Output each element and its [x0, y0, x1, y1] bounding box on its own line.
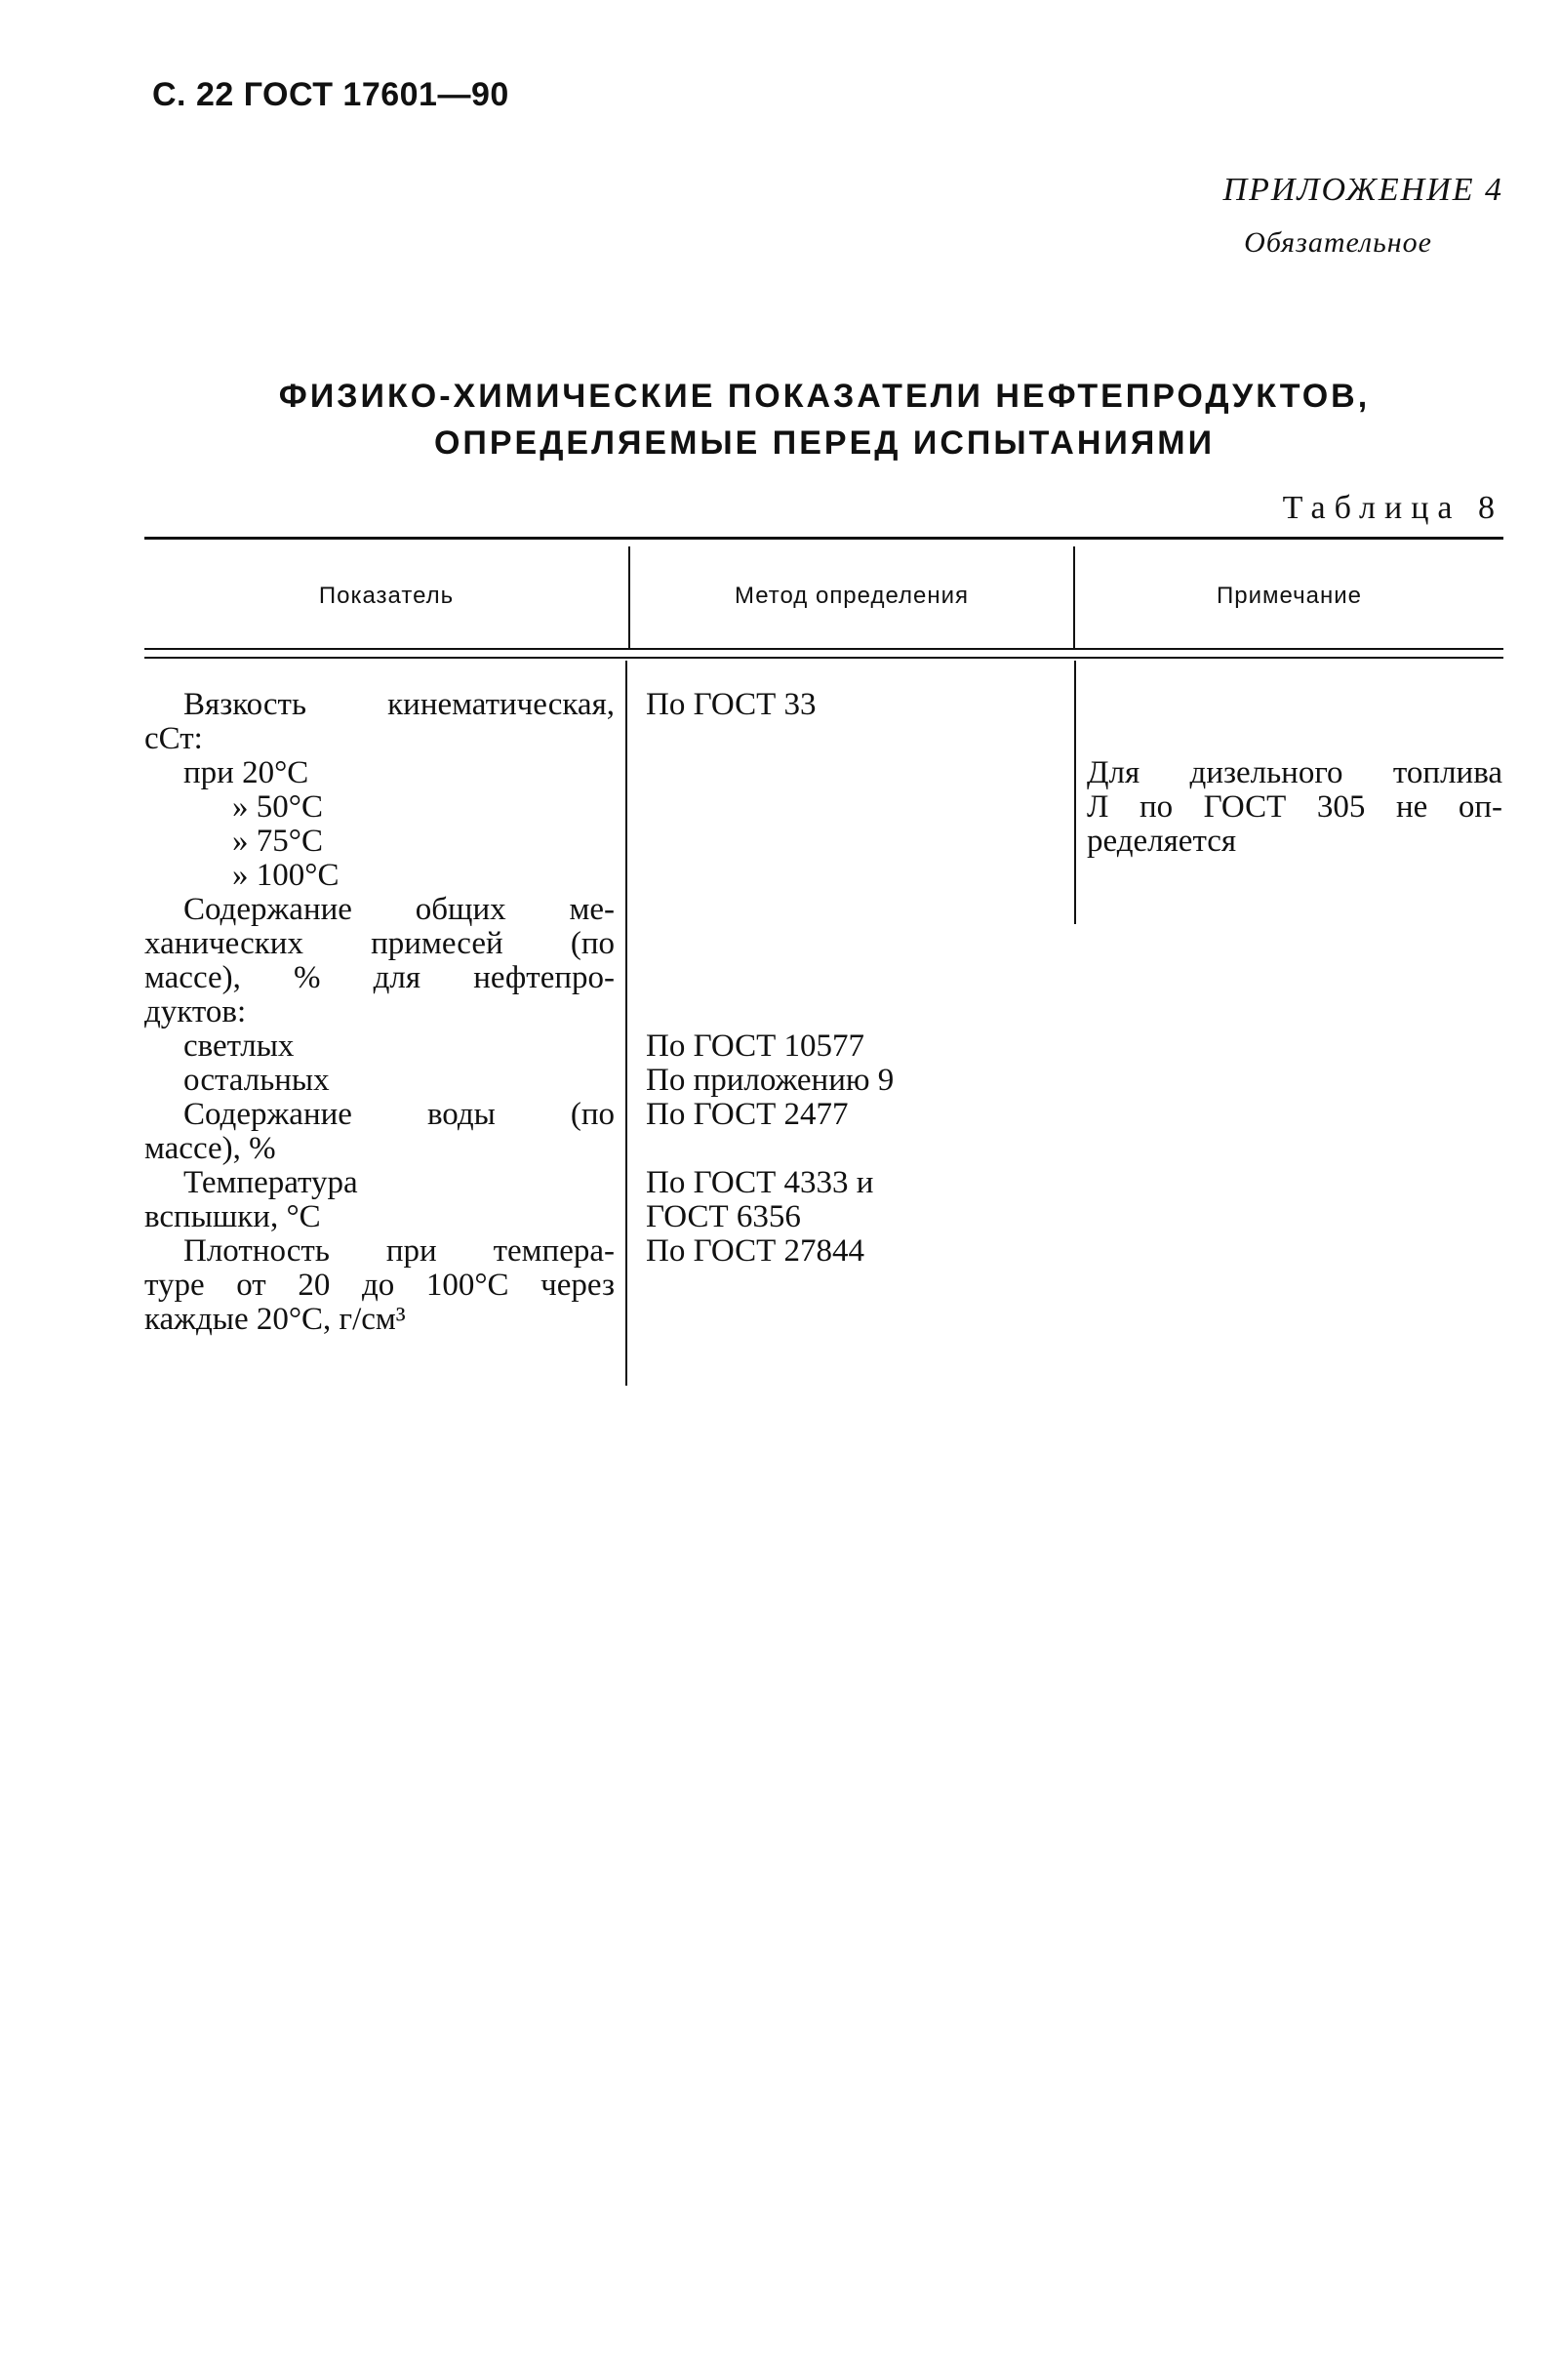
- indicator-line: Вязкость кинематическая,: [183, 687, 615, 722]
- indicator-line: при 20°С: [183, 755, 309, 790]
- method-line: [646, 722, 1065, 756]
- method-line: По ГОСТ 4333 и: [646, 1165, 874, 1200]
- method-line: По ГОСТ 33: [646, 687, 817, 722]
- indicator-line: Содержание общих ме-: [183, 892, 615, 927]
- method-line: [646, 859, 1065, 893]
- note-line: ределяется: [1087, 824, 1237, 859]
- method-line: По ГОСТ 10577: [646, 1029, 864, 1064]
- appendix-label: ПРИЛОЖЕНИЕ 4: [1222, 172, 1503, 208]
- indicator-line: Содержание воды (по: [183, 1097, 615, 1132]
- indicator-line: сСт:: [144, 721, 203, 756]
- body-divider-1: [625, 661, 627, 1386]
- table-label: Таблица 8: [1282, 490, 1503, 526]
- indicator-line: массе), %: [144, 1131, 276, 1166]
- indicator-line: дуктов:: [144, 994, 247, 1029]
- document-title-line-2: ОПРЕДЕЛЯЕМЫЕ ПЕРЕД ИСПЫТАНИЯМИ: [433, 424, 1216, 462]
- note-column: [1087, 756, 1502, 859]
- indicator-line: ханических примесей (по: [144, 926, 615, 961]
- method-line: ГОСТ 6356: [646, 1199, 801, 1234]
- body-divider-2: [1074, 661, 1076, 924]
- indicator-line: массе), % для нефтепро-: [144, 960, 615, 995]
- indicator-line: » 75°С: [232, 824, 323, 859]
- method-line: [646, 825, 1065, 859]
- document-title: [146, 373, 1502, 466]
- indicator-line: светлых: [183, 1029, 295, 1064]
- method-line: [646, 927, 1065, 961]
- indicator-line: » 50°С: [232, 789, 323, 825]
- appendix-status: Обязательное: [1244, 226, 1432, 259]
- indicator-column: [144, 688, 615, 1337]
- indicator-line: вспышки, °С: [144, 1199, 321, 1234]
- method-line: По приложению 9: [646, 1063, 895, 1098]
- document-title-line-1: ФИЗИКО-ХИМИЧЕСКИЕ ПОКАЗАТЕЛИ НЕФТЕПРОДУКТОВ,: [278, 378, 1371, 415]
- column-header-method: Метод определения: [734, 583, 970, 609]
- note-line: Для дизельного топлива: [1087, 755, 1502, 790]
- method-line: [646, 1132, 1065, 1166]
- column-header-note: Примечание: [1217, 583, 1362, 609]
- indicator-line: Плотность при темпера-: [183, 1233, 615, 1269]
- table-top-rule: [144, 537, 1503, 540]
- header-bottom-rule-2: [144, 657, 1503, 659]
- method-column: [646, 688, 1065, 1269]
- note-line: Л по ГОСТ 305 не оп-: [1087, 789, 1502, 825]
- method-line: [646, 756, 1065, 790]
- page-header: С. 22 ГОСТ 17601—90: [152, 76, 509, 113]
- method-line: [646, 961, 1065, 995]
- method-line: По ГОСТ 2477: [646, 1097, 849, 1132]
- method-line: [646, 995, 1065, 1029]
- indicator-line: остальных: [183, 1063, 330, 1098]
- indicator-line: туре от 20 до 100°С через: [144, 1268, 615, 1303]
- indicator-line: Температура: [183, 1165, 358, 1200]
- header-bottom-rule-1: [144, 648, 1503, 650]
- indicator-line: » 100°С: [232, 858, 340, 893]
- method-line: [646, 893, 1065, 927]
- method-line: По ГОСТ 27844: [646, 1233, 864, 1269]
- indicator-line: каждые 20°С, г/см³: [144, 1302, 406, 1337]
- method-line: [646, 790, 1065, 825]
- column-header-indicator: Показатель: [318, 583, 455, 609]
